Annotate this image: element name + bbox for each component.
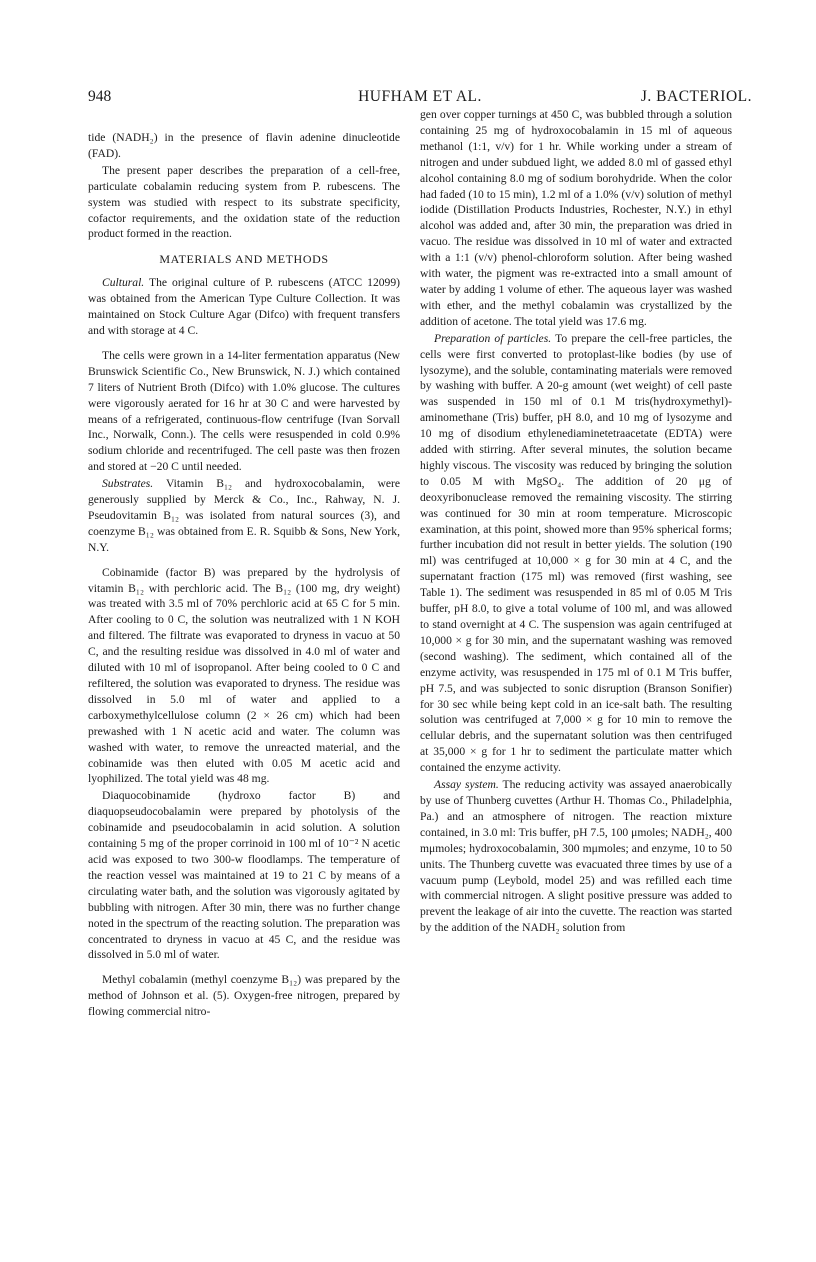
particles-text: To prepare the cell-free particles, the cells were first converted to protoplast-like bodies (by use of lysozyme), and the soluble, contaminating materials were removed by washing with buffer. A 20-g amount (wet weight) of cell paste was suspended in 150 ml of 0.1 M tris(hydroxymethyl)-aminomethane (Tris) buffer, pH 8.0, and 10 mg of lysozyme and 10 mg of disodium ethylenediaminetetraacetate (EDTA) were added with stirring. After several minutes, the solution became highly viscous. The viscosity was reduced by bringing the solution to 0.05 M with MgSO₄. The addition of 20 μg of deoxyribonuclease removed the remaining viscosity. The stirring was continued for 30 min at room temperature. Microscopic examination, at this point, showed more than 95% spherical forms; further incubation did not result in better yields. The solution (190 ml) was centrifuged at 10,000 × g for 30 min at 4 C, and the supernatant fraction (175 ml) was removed (first washing, see Table 1). The sediment was resuspended in 85 ml of 0.05 M Tris buffer, pH 8.0, to give a total volume of 100 ml, and was allowed to stand overnight at 4 C. The suspension was again centrifuged at 10,000 × g for 30 min, and the supernatant washing was removed (second washing). The sediment, which contained all of the enzyme activity, was resuspended in 175 ml of 0.1 M Tris buffer, pH 7.5, and was subjected to sonic disruption (Branson Sonifier) for 30 sec while being kept cold in an ice-salt bath. The resulting solution was centrifuged at 7,000 × g for 10 min to remove the cellular debris, and the supernatant solution was then centrifuged at 35,000 × g for 1 hr to sediment the particulate matter which contained the enzyme activity. bbox=[420, 331, 732, 775]
paragraph-preparation-particles bbox=[420, 331, 732, 776]
left-column bbox=[88, 130, 400, 1020]
running-authors: HUFHAM ET AL. bbox=[358, 88, 482, 105]
intro-continuation: tide (NADH₂) in the presence of flavin adenine dinucleotide (FAD). bbox=[88, 131, 400, 160]
paragraph-assay-system bbox=[420, 777, 732, 936]
run-in-heading-cultural: Cultural. bbox=[102, 276, 145, 290]
section-heading-materials-methods: MATERIALS AND METHODS bbox=[159, 252, 329, 267]
paragraph-substrates bbox=[88, 476, 400, 556]
paragraph-methyl-cobalamin: Methyl cobalamin (methyl coenzyme B₁₂) was prepared by the method of Johnson et al. (5). Oxygen-free nitrogen, prepared by flowing commercial nitro- bbox=[88, 973, 400, 1019]
run-in-heading-particles: Preparation of particles. bbox=[434, 331, 552, 345]
page-number: 948 bbox=[88, 88, 112, 105]
paragraph-cobinamide: Cobinamide (factor B) was prepared by the hydrolysis of vitamin B₁₂ with perchloric acid. The B₁₂ (100 mg, dry weight) was treated with 3.5 ml of 70% perchloric acid at 65 C for 5 min. After cooling to 0 C, the solution was neutralized with 1 N KOH and filtered. The filtrate was evaporated to dryness in vacuo at 50 C, and the resulting residue was dissolved in 4.0 ml of water and diluted with 10 ml of isopropanol. After being cooled to 0 C and refiltered, the solution was evaporated to dryness. The residue was dissolved in 5.0 ml of water and applied to a carboxymethylcellulose column (2 × 26 cm) which had been prewashed with 1 N acetic acid and water. The column was washed with water, to remove the unreacted material, and the cobinamide was then eluted with 0.05 M acetic acid and lyophilized. The total yield was 48 mg. bbox=[88, 565, 400, 786]
paragraph-diaquo: Diaquocobinamide (hydroxo factor B) and diaquopseudocobalamin were prepared by photolysis of the cobinamide and pseudocobalamin in acid solution. A solution containing 5 mg of the proper corrinoid in 100 ml of 10⁻² N acetic acid was exposed to two 300-w floodlamps. The temperature of the reaction vessel was maintained at 19 to 21 C by means of a circulating water bath, and the solution was vigorously agitated by bubbling with nitrogen. After 30 min, there was no further change noted in the spectrum of the reacting solution. The preparation was concentrated to dryness in vacuo at 45 C, and the residue was dissolved in 5.0 ml of water. bbox=[88, 789, 400, 962]
run-in-heading-assay: Assay system. bbox=[434, 778, 499, 792]
right-column bbox=[420, 107, 732, 936]
journal-name: J. BACTERIOL. bbox=[640, 88, 752, 105]
paragraph-cells: The cells were grown in a 14-liter fermentation apparatus (New Brunswick Scientific Co., New Brunswick, N. J.) which contained 7 liters of Nutrient Broth (Difco) with 1.0% glucose. The cultures were vigorously aerated for 16 hr at 30 C and were harvested by means of a refrigerated, continuous-flow centrifuge (Ivan Sorvall Inc., Norwalk, Conn.). The cells were resuspended in cold 0.9% sodium chloride and recentrifuged. The cell paste was then frozen and stored at −20 C until needed. bbox=[88, 348, 400, 474]
intro-paragraph: The present paper describes the preparation of a cell-free, particulate cobalamin reducing system from P. rubescens. The system was studied with respect to its substrate specificity, cofactor requirements, and the oxidation state of the reduction product formed in the reaction. bbox=[88, 163, 400, 241]
running-header bbox=[88, 88, 752, 108]
cultural-text: The original culture of P. rubescens (ATCC 12099) was obtained from the American Type Culture Collection. It was maintained on Stock Culture Agar (Difco) with frequent transfers and with storage at 4 C. bbox=[88, 276, 400, 337]
run-in-heading-substrates: Substrates. bbox=[102, 477, 154, 491]
paragraph-cultural bbox=[88, 275, 400, 339]
assay-text: The reducing activity was assayed anaerobically by use of Thunberg cuvettes (Arthur H. Thomas Co., Philadelphia, Pa.) and an atmosphere of nitrogen. The reaction mixture contained, in 3.0 ml: Tris buffer, pH 7.5, 100 μmoles; NADH₂, 400 mμmoles; hydroxocobalamin, 300 mμmoles; and enzyme, 10 to 50 units. The Thunberg cuvette was evacuated three times by use of a vacuum pump (Leybold, model 25) and was refilled each time with commercial nitrogen. A slight positive pressure was added to prevent the leakage of air into the cuvette. The reaction was started by the addition of the NADH₂ solution from bbox=[420, 778, 732, 935]
methyl-continuation: gen over copper turnings at 450 C, was bubbled through a solution containing 25 mg of hydroxocobalamin in 15 ml of aqueous methanol (1:1, v/v) for 1 hr. While working under a stream of nitrogen and under subdued light, we added 8.0 ml of gassed ethyl alcohol containing 8.0 mg of sodium borohydride. When the color had faded (10 to 15 min), 1.2 ml of a 1.0% (v/v) solution of methyl iodide (Distillation Products Industries, Rochester, N.Y.) in ethyl alcohol was added and, after 30 min, the preparation was dried in vacuo. The residue was dissolved in 10 ml of water and extracted with a 1:1 (v/v) phenol-chloroform solution. After being washed with water, the pigment was re-extracted into a small amount of water by adding 1 volume of ether. The aqueous layer was washed with ether, and the methyl cobalamin was crystallized by the addition of acetone. The total yield was 17.6 mg. bbox=[420, 108, 732, 328]
substrates-text: Vitamin B₁₂ and hydroxocobalamin, were generously supplied by Merck & Co., Inc., Rahway, N. J. Pseudovitamin B₁₂ was isolated from natural sources (3), and coenzyme B₁₂ was obtained from E. R. Squibb & Sons, New York, N.Y. bbox=[88, 477, 400, 554]
